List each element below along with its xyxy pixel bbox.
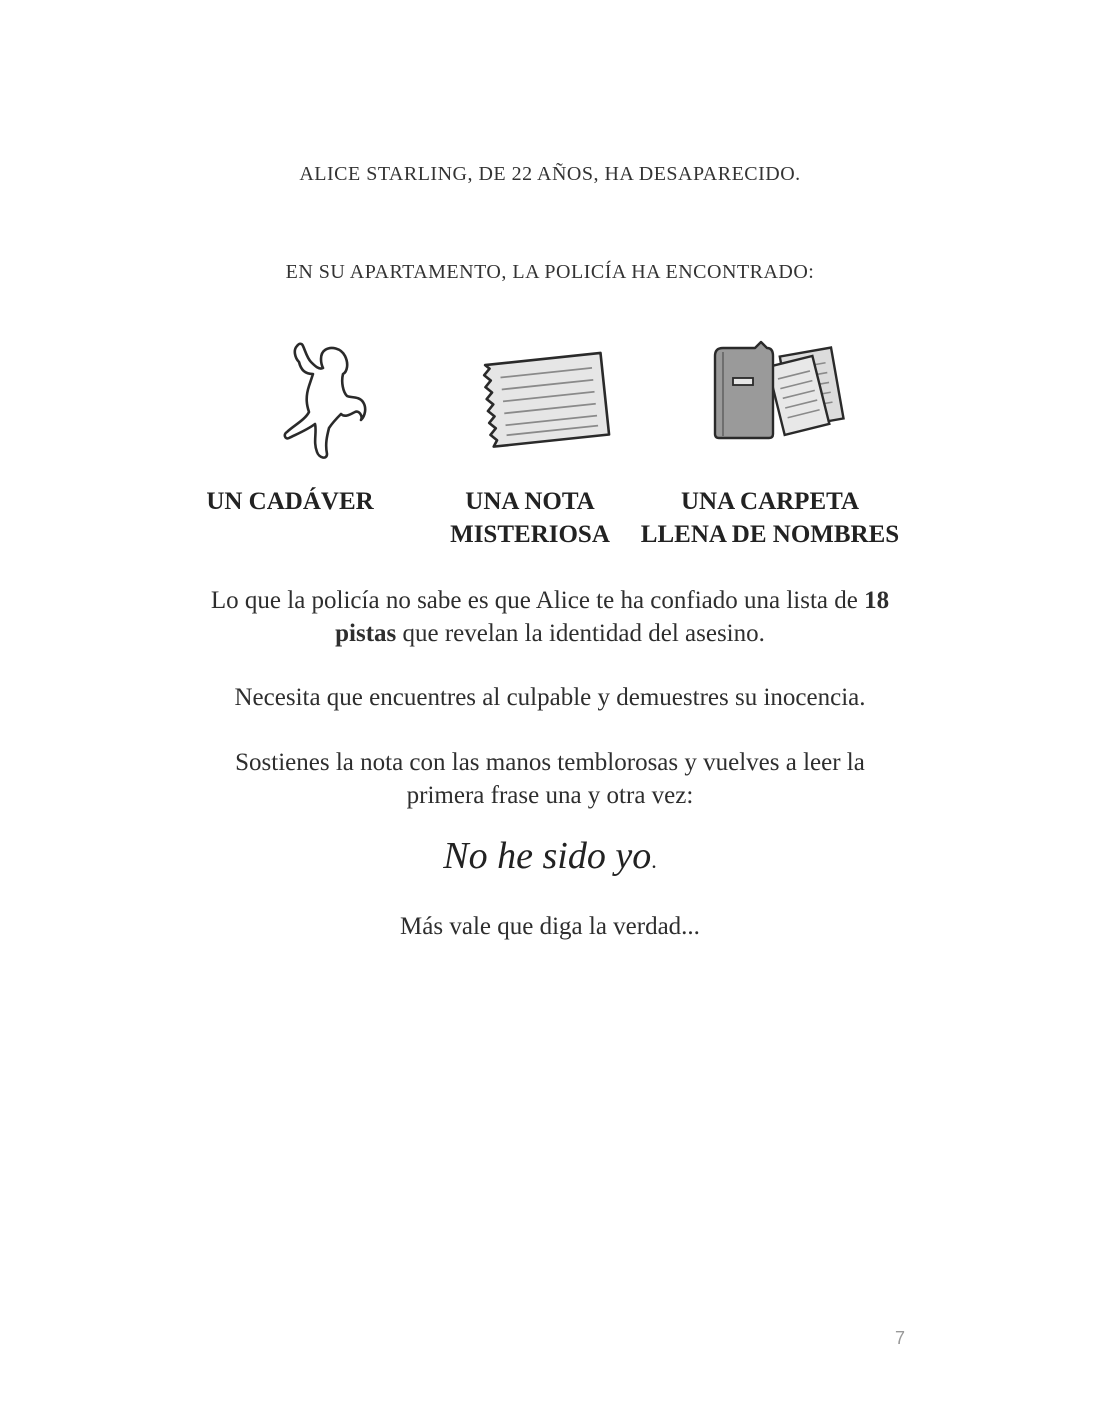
folder-with-papers-icon (705, 338, 855, 443)
paragraph-truth: Más vale que diga la verdad... (400, 913, 700, 940)
page-number: 7 (894, 1328, 905, 1348)
item-label-folder (630, 485, 910, 551)
item-label-line: UNA NOTA (465, 488, 595, 515)
body-outline-icon (275, 340, 375, 465)
item-label-line: UNA CARPETA (680, 488, 859, 515)
item-label-line: UN CADÁVER (206, 488, 374, 515)
item-label-line: MISTERIOSA (450, 521, 610, 548)
paragraph-need: Necesita que encuentres al culpable y demuestres su inocencia. (234, 684, 866, 711)
note-quote (0, 834, 1100, 878)
paragraph-text: Lo que la policía no sabe es que Alice te ha confiado una lista de (210, 587, 865, 614)
paragraph-line: primera frase una y otra vez: (406, 782, 694, 809)
quote-dot: . (651, 848, 657, 873)
emphasis-number: 18 (864, 587, 890, 614)
emphasis-word: pistas (335, 620, 397, 647)
quote-text: No he sido yo (443, 835, 652, 877)
paragraph-line: Sostienes la nota con las manos temblorosas y vuelves a leer la (235, 749, 865, 776)
paragraph-text: que revelan la identidad del asesino. (396, 620, 765, 647)
headline: ALICE STARLING, DE 22 AÑOS, HA DESAPARECIDO. (299, 163, 801, 185)
torn-note-icon (475, 343, 615, 455)
item-label-note (430, 485, 630, 551)
subheadline: EN SU APARTAMENTO, LA POLICÍA HA ENCONTRADO: (285, 261, 815, 283)
item-label-corpse (190, 485, 390, 518)
item-label-line: LLENA DE NOMBRES (640, 521, 900, 548)
paragraph-hold-note (150, 746, 950, 812)
paragraph-police-unaware (150, 584, 950, 650)
